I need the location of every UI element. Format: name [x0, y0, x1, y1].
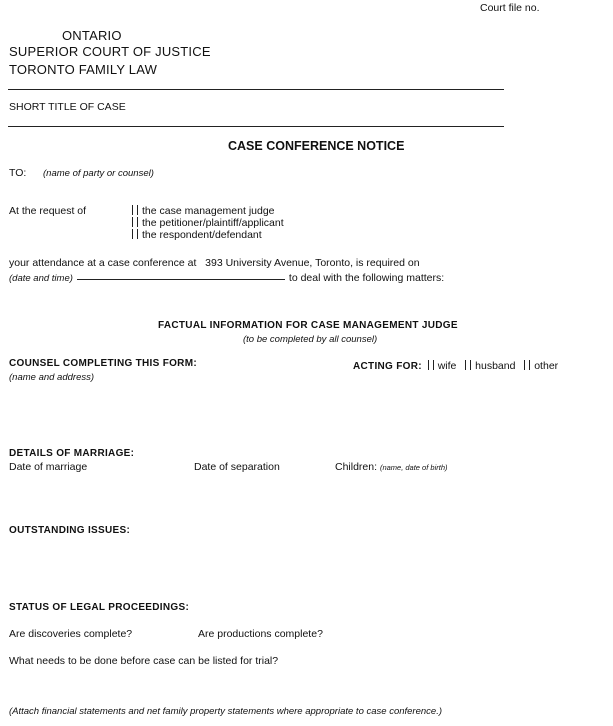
short-title-label: SHORT TITLE OF CASE: [9, 101, 126, 113]
date-of-separation-label: Date of separation: [194, 461, 280, 473]
counsel-hint: (name and address): [9, 372, 95, 383]
outstanding-label: OUTSTANDING ISSUES:: [9, 525, 131, 536]
acting-other-option[interactable]: other: [524, 360, 558, 372]
to-hint: (name of party or counsel): [43, 168, 154, 179]
to-label: TO:: [9, 167, 27, 179]
header-division: TORONTO FAMILY LAW: [9, 62, 158, 77]
checkbox-icon: [428, 360, 434, 370]
attendance-line-2: (date and time) to deal with the following matters:: [9, 272, 445, 284]
request-option-judge[interactable]: the case management judge: [132, 205, 284, 217]
header-court: SUPERIOR COURT OF JUSTICE: [9, 44, 211, 59]
acting-wife-option[interactable]: wife: [428, 360, 457, 372]
request-label: At the request of: [9, 205, 87, 217]
attendance-line-1: your attendance at a case conference at 393 University Avenue, Toronto, is required on: [9, 257, 420, 269]
discoveries-question: Are discoveries complete?: [9, 628, 133, 640]
productions-question: Are productions complete?: [198, 628, 323, 640]
children-label: Children: (name, date of birth): [335, 461, 448, 473]
header-ontario: ONTARIO: [62, 28, 122, 43]
request-option-petitioner[interactable]: the petitioner/plaintiff/applicant: [132, 217, 284, 229]
checkbox-icon: [132, 205, 138, 215]
factual-heading: FACTUAL INFORMATION FOR CASE MANAGEMENT JUDGE: [158, 320, 458, 331]
date-time-field[interactable]: [77, 270, 285, 280]
status-label: STATUS OF LEGAL PROCEEDINGS:: [9, 602, 190, 613]
page-title: CASE CONFERENCE NOTICE: [228, 139, 405, 153]
date-of-marriage-label: Date of marriage: [9, 461, 88, 473]
checkbox-icon: [524, 360, 530, 370]
short-title-divider: [8, 126, 504, 127]
footer-note: (Attach financial statements and net family property statements where appropriate to case conference.): [9, 706, 443, 717]
request-option-respondent[interactable]: the respondent/defendant: [132, 229, 284, 241]
acting-husband-option[interactable]: husband: [465, 360, 515, 372]
header-divider: [8, 89, 504, 90]
trial-question: What needs to be done before case can be listed for trial?: [9, 655, 279, 667]
factual-subheading: (to be completed by all counsel): [243, 334, 378, 345]
acting-for: ACTING FOR: wife husband other: [353, 360, 559, 372]
marriage-label: DETAILS OF MARRIAGE:: [9, 448, 135, 459]
checkbox-icon: [132, 217, 138, 227]
request-options: [132, 205, 284, 241]
counsel-label: COUNSEL COMPLETING THIS FORM:: [9, 358, 197, 369]
checkbox-icon: [465, 360, 471, 370]
court-file-label: Court file no.: [480, 2, 540, 14]
checkbox-icon: [132, 229, 138, 239]
